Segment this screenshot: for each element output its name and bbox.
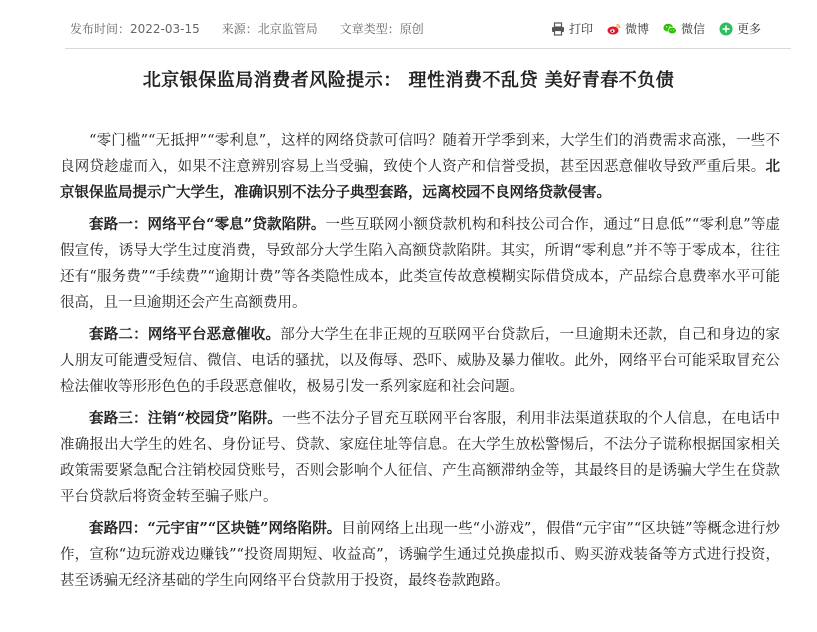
more-label: 更多 <box>736 22 761 36</box>
plus-icon <box>719 22 733 36</box>
article-title: 北京银保监局消费者风险提示： 理性消费不乱贷 美好青春不负债 <box>142 70 675 91</box>
routine-1-paragraph <box>60 212 780 316</box>
more-share-button[interactable] <box>719 20 761 37</box>
share-toolbar <box>551 20 761 37</box>
printer-icon <box>551 22 565 36</box>
article-meta-bar <box>0 0 817 50</box>
weibo-share-button[interactable] <box>607 20 649 37</box>
header-divider <box>65 48 791 49</box>
publish-time: 发布时间：2022-03-15 <box>70 22 200 36</box>
routine-3-text: 一些不法分子冒充互联网平台客服，利用非法渠道获取的个人信息，在电话中准确报出大学生的姓名、身份证号、贷款、家庭住址等信息。在大学生放松警惕后，不法分子谎称根据国家相关政策需要紧急配合注销校园贷账号，否则会影响个人征信、产生高额滞纳金等，其最终目的是诱骗大学生在贷款平台贷款后将资金转至骗子账户。 <box>60 411 780 505</box>
routine-4-text: 目前网络上出现一些“小游戏”，假借“元宇宙”“区块链”等概念进行炒作，宣称“边玩游戏边赚钱”“投资周期短、收益高”，诱骗学生通过兑换虚拟币、购买游戏装备等方式进行投资，甚至诱骗无经济基础的学生向网络平台贷款用于投资，最终卷款跑路。 <box>60 521 780 589</box>
article-source: 来源：北京监管局 <box>221 22 318 36</box>
wechat-icon <box>663 22 677 36</box>
routine-2-paragraph <box>60 322 780 400</box>
intro-lead: “零门槛”“无抵押”“零利息”，这样的网络贷款可信吗？随着开学季到来，大学生们的消费需求高涨，一些不良网贷趁虚而入，如果不注意辨别容易上当受骗，致使个人资产和信誉受损，甚至因恶意催收导致严重后果。 <box>60 133 780 175</box>
routine-3-title: 套路三：注销“校园贷”陷阱。 <box>89 410 282 427</box>
print-button[interactable] <box>551 20 593 37</box>
routine-3-paragraph <box>60 406 780 510</box>
article-meta <box>70 20 424 37</box>
routine-4-title: 套路四：“元宇宙”“区块链”网络陷阱。 <box>89 520 342 537</box>
intro-paragraph <box>60 128 780 206</box>
wechat-label: 微信 <box>680 22 705 36</box>
routine-2-text: 部分大学生在非正规的互联网平台贷款后，一旦逾期未还款，自己和身边的家人朋友可能遭受短信、微信、电话的骚扰，以及侮辱、恐吓、威胁及暴力催收。此外，网络平台可能采取冒充公检法催收等形形色色的手段恶意催收，极易引发一系列家庭和社会问题。 <box>60 327 780 395</box>
article-body <box>60 128 780 600</box>
routine-1-title: 套路一：网络平台“零息”贷款陷阱。 <box>89 216 326 233</box>
print-label: 打印 <box>568 22 593 36</box>
routine-4-paragraph <box>60 516 780 594</box>
weibo-icon <box>607 22 621 36</box>
article-type: 文章类型：原创 <box>339 22 424 36</box>
routine-2-title: 套路二：网络平台恶意催收。 <box>89 326 281 343</box>
intro-bold: 北京银保监局提示广大学生，准确识别不法分子典型套路，远离校园不良网络贷款侵害。 <box>60 158 780 201</box>
wechat-share-button[interactable] <box>663 20 705 37</box>
routine-1-text: 一些互联网小额贷款机构和科技公司合作，通过“日息低”“零利息”等虚假宣传，诱导大学生过度消费，导致部分大学生陷入高额贷款陷阱。其实，所谓“零利息”并不等于零成本，往往还有“服务费”“手续费”“逾期计费”等各类隐性成本，此类宣传故意模糊实际借贷成本，产品综合息费率水平可能很高，且一旦逾期还会产生高额费用。 <box>60 217 780 311</box>
weibo-label: 微博 <box>624 22 649 36</box>
